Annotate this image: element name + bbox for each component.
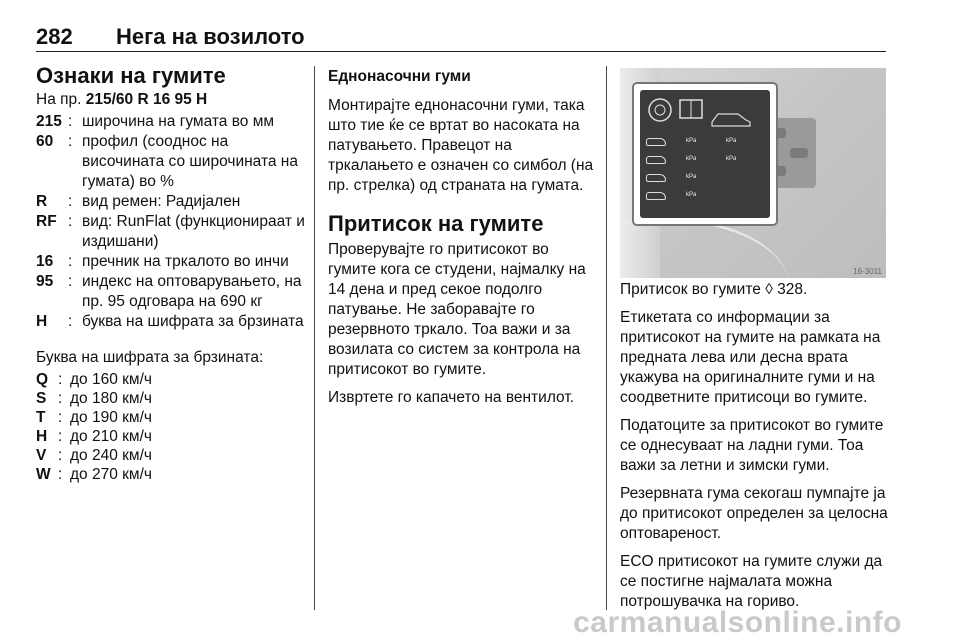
speed-key: V (36, 447, 47, 464)
definition-key: H (36, 313, 48, 330)
speed-key: T (36, 409, 46, 426)
definition-key: 60 (36, 133, 54, 150)
tyre-hub-icon (655, 105, 665, 115)
speed-separator: : (58, 390, 63, 407)
definition-row (36, 312, 306, 332)
car-load-icon (646, 174, 666, 182)
cold-tyres-text: Податоците за притисокот во гумите се однесуваат на ладни гуми. Тоа важи за летни и зимски гуми. (620, 417, 884, 474)
section-title-tyre-pressure: Притисок на гумите (328, 211, 544, 236)
page-number: 282 (36, 24, 73, 49)
spare-tyre-text: Резервната гума секогаш пумпајте ја до притисокот определен за целосна оптовареност. (620, 485, 888, 542)
definition-value: буква на шифрата за брзината (82, 313, 304, 330)
definition-row (36, 112, 306, 132)
speed-code-intro: Буква на шифрата за брзината: (36, 349, 264, 366)
car-load-icon (646, 156, 666, 164)
speed-separator: : (58, 466, 63, 483)
speed-key: Q (36, 371, 49, 388)
speed-key: W (36, 466, 51, 483)
sticker-pressure-row (646, 192, 766, 202)
speed-value: до 240 км/ч (70, 447, 152, 464)
definition-key: R (36, 193, 48, 210)
page-header (36, 18, 886, 52)
unit-kpa: kPa (726, 138, 737, 144)
speed-value: до 180 км/ч (70, 390, 152, 407)
speed-separator: : (58, 428, 63, 445)
definition-value: вид: RunFlat (функционираат и издишани) (82, 213, 305, 250)
definition-separator: : (68, 193, 73, 210)
column-divider-2 (606, 66, 607, 610)
speed-key: H (36, 428, 48, 445)
running-title: Нега на возилото (116, 24, 305, 49)
definition-key: 16 (36, 253, 54, 270)
valve-cap-text: Извртете го капачето на вентилот. (328, 389, 575, 406)
definition-value: пречник на тркалото во инчи (82, 253, 289, 270)
figure-code: 16-3011 (853, 267, 882, 276)
door-frame-curve (620, 218, 790, 278)
example-line (36, 90, 306, 110)
definition-key: 95 (36, 273, 54, 290)
example-prefix: На пр. (36, 91, 86, 108)
car-load-icon (646, 192, 666, 200)
unit-kpa: kPa (686, 138, 697, 144)
speed-key: S (36, 390, 47, 407)
column-directional-and-pressure (328, 62, 596, 408)
bracket-hole (790, 148, 808, 158)
figure-caption: Притисок во гумите ◊ 328. (620, 281, 808, 298)
speed-code-list (36, 370, 306, 484)
sticker-pressure-row (646, 156, 766, 166)
sticker-pressure-row (646, 138, 766, 148)
speed-row (36, 408, 306, 427)
example-value: 215/60 R 16 95 H (85, 91, 208, 108)
definition-row (36, 212, 306, 252)
unit-kpa: kPa (686, 174, 697, 180)
tyre-pressure-label-photo (620, 68, 886, 278)
speed-value: до 160 км/ч (70, 371, 152, 388)
definition-value: индекс на оптоварувањето, на пр. 95 одговара на 690 кг (82, 273, 302, 310)
sticker-header-icons (646, 96, 766, 132)
speed-separator: : (58, 371, 63, 388)
definition-row (36, 252, 306, 272)
definition-value: широчина на гумата во мм (82, 113, 275, 130)
column-pressure-label (620, 62, 888, 612)
definition-row (36, 192, 306, 212)
definition-list (36, 112, 306, 332)
definition-separator: : (68, 113, 73, 130)
tyre-pressure-text: Проверувајте го притисокот во гумите кога се студени, најмалку на 14 дена и пред секое подолго патување. Не заборавајте го резервното тркало. Тоа важи и за возилата со систем за контрола на притисокот во гумите. (328, 241, 586, 378)
speed-row (36, 370, 306, 389)
tyre-icon (649, 99, 671, 121)
unit-kpa: kPa (686, 156, 697, 162)
sticker-face (640, 90, 770, 218)
pressure-label-text: Етикетата со информации за притисокот на гумите на рамката на предната лева или десна врата укажува на оригиналните гуми и на соодветните притисоци во гумите. (620, 309, 881, 406)
definition-key: 215 (36, 113, 62, 130)
speed-value: до 210 км/ч (70, 428, 152, 445)
definition-separator: : (68, 253, 73, 270)
definition-row (36, 132, 306, 192)
definition-value: профил (соoднос на височината со широчината на гумата) во % (82, 133, 298, 190)
subtitle-directional-tyres: Еднонасочни гуми (328, 68, 471, 85)
directional-tyres-text: Монтирајте еднонасочни гуми, така што тие ќе се вртат во насоката на патувањето. Правецот на тркалањето е означен со симбол (на пр. стрелка) од страната на гумата. (328, 97, 594, 194)
section-title-tyre-designations: Ознаки на гумите (36, 63, 226, 88)
speed-separator: : (58, 409, 63, 426)
definition-value: вид ремен: Радијален (82, 193, 241, 210)
speed-row (36, 389, 306, 408)
eco-pressure-text: ECO притисокот на гумите служи да се постигне најмалата можна потрошувачка на гориво. (620, 553, 883, 610)
speed-row (36, 427, 306, 446)
speed-value: до 190 км/ч (70, 409, 152, 426)
unit-kpa: kPa (726, 156, 737, 162)
definition-separator: : (68, 133, 73, 150)
speed-value: до 270 км/ч (70, 466, 152, 483)
definition-separator: : (68, 313, 73, 330)
sticker-pressure-row (646, 174, 766, 184)
definition-row (36, 272, 306, 312)
unit-kpa: kPa (686, 192, 697, 198)
definition-key: RF (36, 213, 57, 230)
watermark: carmanualsonline.info (573, 606, 902, 639)
speed-row (36, 446, 306, 465)
car-silhouette-icon (712, 114, 750, 126)
definition-separator: : (68, 213, 73, 230)
speed-separator: : (58, 447, 63, 464)
column-divider-1 (314, 66, 315, 610)
car-load-icon (646, 138, 666, 146)
tyre-pressure-sticker (632, 82, 778, 226)
column-tyre-designations (36, 62, 306, 484)
definition-separator: : (68, 273, 73, 290)
speed-row (36, 465, 306, 484)
